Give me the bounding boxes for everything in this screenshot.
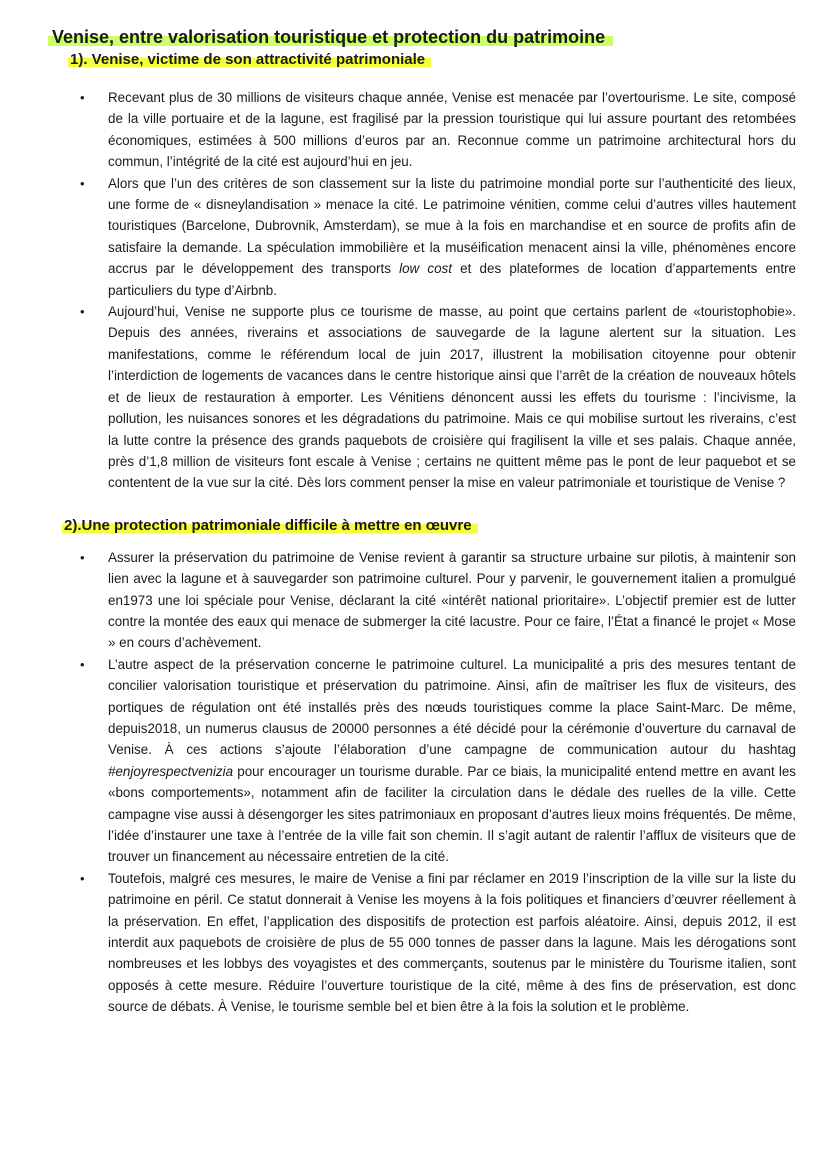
bullet-icon: • (80, 656, 85, 672)
list-item (52, 87, 800, 173)
paragraph-text: Toutefois, malgré ces mesures, le maire de Venise a fini par réclamer en 2019 l’inscription de la ville sur la liste du patrimoine en péril. Ce statut donnerait à Venise les moyens à la fois politiques et financiers d’œuvrer réellement à la préservation. En effet, l’application des dispositifs de protection est parfois aléatoire. Ainsi, depuis 2012, il est interdit aux paquebots de croisière de plus de 55 000 tonnes de passer dans la lagune. Mais les dérogations sont nombreuses et les lobbys des voyagistes et des commerçants, soutenus par le ministère du Tourisme italien, sont opposés à cette mesure. Réduire l’ouverture touristique de la cité, même à des fins de préservation, est donc source de débats. À Venise, le tourisme semble bel et bien être à la fois la solution et le problème. (108, 870, 796, 1015)
section-1-list (52, 87, 800, 494)
bullet-icon: • (80, 549, 85, 565)
list-item (52, 547, 800, 654)
paragraph-text: Recevant plus de 30 millions de visiteurs chaque année, Venise est menacée par l’overtourisme. Le site, composé de la ville portuaire et de la lagune, est fragilisé par la pression touristique qui lui assure pourtant des retombées économiques, estimées à 500 millions d’euros par an. Reconnue comme un patrimoine architectural hors du commun, l’intégrité de la cité est aujourd’hui en jeu. (108, 90, 796, 170)
paragraph-text: Alors que l’un des critères de son classement sur la liste du patrimoine mondial porte sur l’authenticité des lieux, une forme de « disneylandisation » menace la cité. Le patrimoine vénitien, comme celui d’autres villes hautement touristiques (Barcelone, Dubrovnik, Amsterdam), se mue à la fois en marchandise et en source de profits afin de satisfaire la demande. La spéculation immobilière et la muséification menacent ainsi la ville, phénomènes encore accrus par le développement des transports (108, 175, 796, 277)
paragraph-text: Assurer la préservation du patrimoine de Venise revient à garantir sa structure urbaine sur pilotis, à maintenir son lien avec la lagune et à sauvegarder son patrimoine culturel. Pour y parvenir, le gouvernement italien a promulgué en1973 une loi spéciale pour Venise, déclarant la cité «intérêt national prioritaire». L’objectif premier est de lutter contre la montée des eaux qui menace de submerger la cité lacustre. Pour ce faire, l’État a financé le projet « Mose » en cours d’achèvement. (108, 549, 796, 651)
bullet-icon: • (80, 304, 85, 320)
paragraph-text: et des plateformes de location d’appartements entre particuliers du type d’Airbnb. (108, 261, 796, 298)
paragraph-text: pour encourager un tourisme durable. Par ce biais, la municipalité entend mettre en avant les «bons comportements», notamment afin de faciliter la circulation dans le dédale des ruelles de la ville. Cette campagne vise aussi à désengorger les sites patrimoniaux en proposant d’autres lieux moins fréquentés. De même, l’idée d’instaurer une taxe à l’entrée de la ville fait son chemin. Il s’agit autant de ralentir l’afflux de visiteurs que de trouver un financement au nécessaire entretien de la cité. (108, 763, 796, 865)
section-heading-1: 1). Venise, victime de son attractivité patrimoniale (68, 50, 431, 69)
bullet-icon: • (80, 175, 85, 191)
list-item (52, 868, 800, 1018)
list-item (52, 654, 800, 868)
list-item (52, 301, 800, 494)
section-heading-2: 2).Une protection patrimoniale difficile à mettre en œuvre (62, 516, 478, 535)
paragraph-text: L’autre aspect de la préservation concerne le patrimoine culturel. La municipalité a pris des mesures tentant de concilier valorisation touristique et préservation du patrimoine. Ainsi, afin de maîtriser les flux de visiteurs, des portiques de régulation ont été installés près des nœuds touristiques comme la place Saint-Marc. De même, depuis2018, un numerus clausus de 20000 personnes a été décidé pour la cérémonie d’ouverture du carnaval de Venise. À ces actions s’ajoute l’élaboration d’une campagne de communication autour du hashtag (108, 656, 796, 758)
list-item (52, 173, 800, 301)
section-2-list (52, 547, 800, 1018)
bullet-icon: • (80, 870, 85, 886)
document-title: Venise, entre valorisation touristique et protection du patrimoine (48, 26, 613, 48)
paragraph-italic: #enjoyrespectvenizia (108, 763, 234, 779)
paragraph-text: Aujourd’hui, Venise ne supporte plus ce tourisme de masse, au point que certains parlent de «touristophobie». Depuis des années, riverains et associations de sauvegarde de la lagune alertent sur la situation. Les manifestations, comme le référendum local de juin 2017, illustrent la mobilisation citoyenne pour obtenir l’interdiction de logements de vacances dans le centre historique ainsi que l’arrêt de la création de nouveaux hôtels et de lieux de restauration à emporter. Les Vénitiens dénoncent aussi les effets du tourisme : l’incivisme, la pollution, les nuisances sonores et les dégradations du patrimoine. Mais ce qui mobilise surtout les riverains, c’est la lutte contre la présence des grands paquebots de croisière qui fragilisent la ville et ses palais. Chaque année, près d’1,8 million de visiteurs font escale à Venise ; certains ne quittent même pas le pont de leur paquebot et se contentent de la vue sur la cité. Dès lors comment penser la mise en valeur patrimoniale et touristique de Venise ? (108, 304, 796, 491)
paragraph-italic: low cost (399, 261, 452, 277)
bullet-icon: • (80, 90, 85, 105)
